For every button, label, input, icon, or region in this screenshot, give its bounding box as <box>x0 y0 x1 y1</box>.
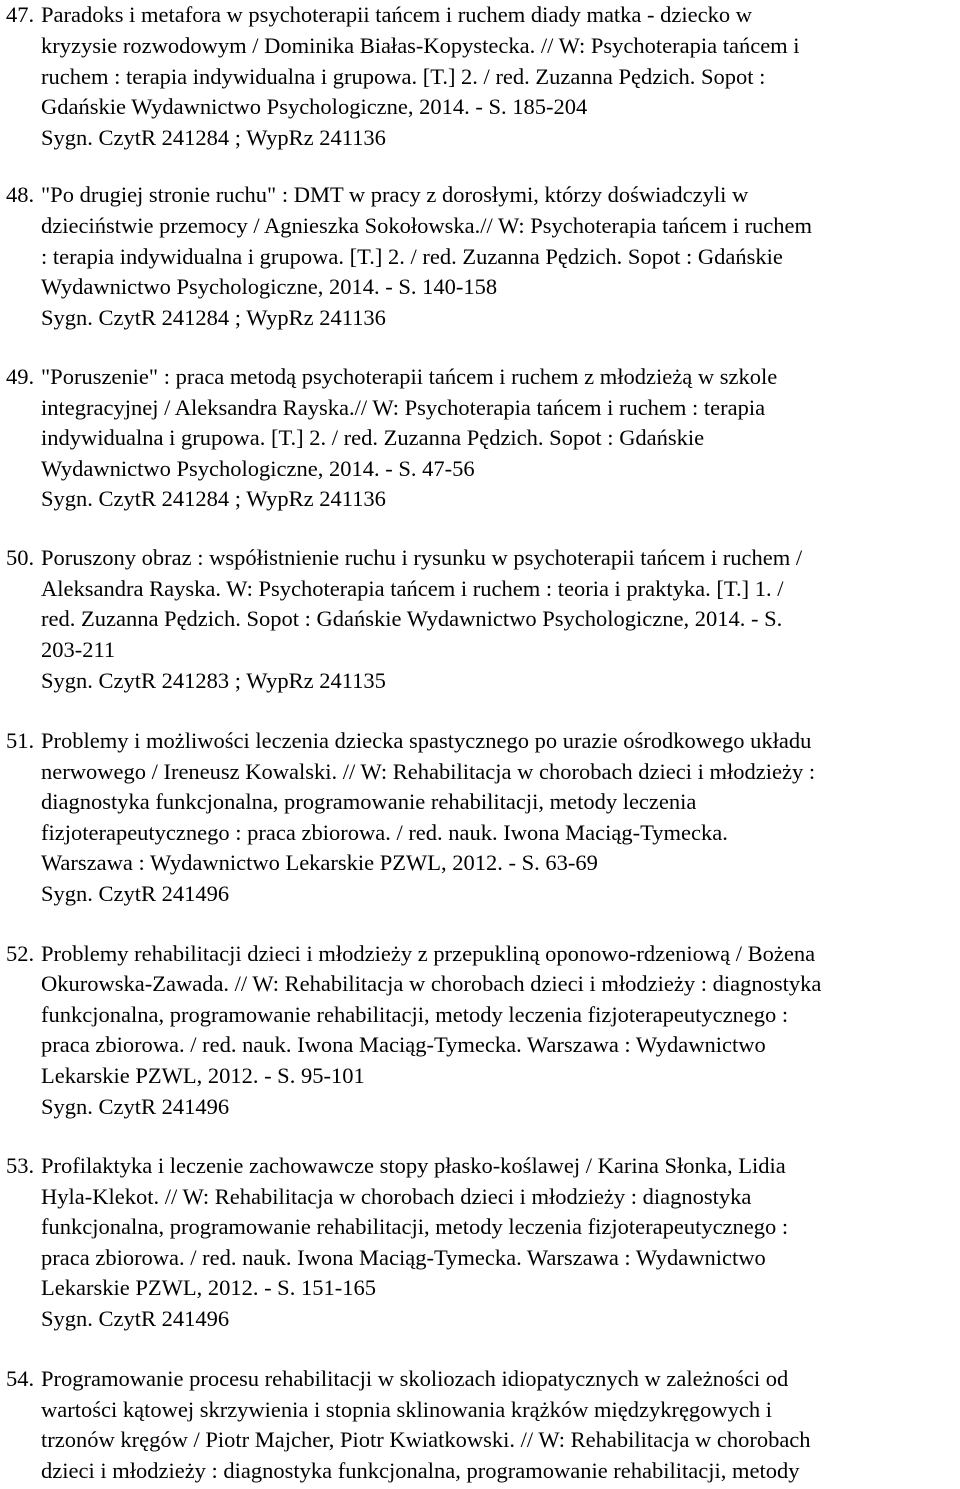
entry-number: 48. <box>6 182 35 207</box>
entry-text-line: Okurowska-Zawada. // W: Rehabilitacja w chorobach dzieci i młodzieży : diagnostyka <box>41 971 822 996</box>
entry-call-number: Sygn. CzytR 241496 <box>41 881 230 906</box>
entry-text-line: 203-211 <box>41 637 116 662</box>
entry-text-line: ruchem : terapia indywidualna i grupowa. [T.] 2. / red. Zuzanna Pędzich. Sopot : <box>41 64 766 89</box>
entry-call-number: Sygn. CzytR 241496 <box>41 1094 230 1119</box>
entry-text-line: trzonów kręgów / Piotr Majcher, Piotr Kwiatkowski. // W: Rehabilitacja w chorobach <box>41 1427 811 1452</box>
entry-text-line: red. Zuzanna Pędzich. Sopot : Gdańskie Wydawnictwo Psychologiczne, 2014. - S. <box>41 606 783 631</box>
entry-text-line: diagnostyka funkcjonalna, programowanie rehabilitacji, metody leczenia <box>41 789 697 814</box>
entry-call-number: Sygn. CzytR 241496 <box>41 1306 230 1331</box>
entry-text-line: fizjoterapeutycznego : praca zbiorowa. / red. nauk. Iwona Maciąg-Tymecka. <box>41 820 728 845</box>
entry-call-number: Sygn. CzytR 241284 ; WypRz 241136 <box>41 486 386 511</box>
entry-text-line: funkcjonalna, programowanie rehabilitacji, metody leczenia fizjoterapeutycznego : <box>41 1214 789 1239</box>
entry-text-line: indywidualna i grupowa. [T.] 2. / red. Zuzanna Pędzich. Sopot : Gdańskie <box>41 425 705 450</box>
entry-number: 50. <box>6 545 35 570</box>
entry-number: 51. <box>6 728 35 753</box>
entry-text-line: Wydawnictwo Psychologiczne, 2014. - S. 47-56 <box>41 456 475 481</box>
entry-text-line: Programowanie procesu rehabilitacji w skoliozach idiopatycznych w zależności od <box>41 1366 789 1391</box>
entry-text-line: dzieci i młodzieży : diagnostyka funkcjonalna, programowanie rehabilitacji, metody <box>41 1458 800 1483</box>
entry-text-line: Poruszony obraz : współistnienie ruchu i rysunku w psychoterapii tańcem i ruchem / <box>41 545 803 570</box>
entry-text-line: nerwowego / Ireneusz Kowalski. // W: Rehabilitacja w chorobach dzieci i młodzieży : <box>41 759 816 784</box>
entry-text-line: praca zbiorowa. / red. nauk. Iwona Maciąg-Tymecka. Warszawa : Wydawnictwo <box>41 1245 766 1270</box>
entry-text-line: Gdańskie Wydawnictwo Psychologiczne, 2014. - S. 185-204 <box>41 94 588 119</box>
entry-text-line: integracyjnej / Aleksandra Rayska.// W: Psychoterapia tańcem i ruchem : terapia <box>41 395 766 420</box>
entry-text-line: Aleksandra Rayska. W: Psychoterapia tańcem i ruchem : teoria i praktyka. [T.] 1. / <box>41 576 784 601</box>
entry-text-line: Problemy rehabilitacji dzieci i młodzieży z przepukliną oponowo-rdzeniową / Bożena <box>41 941 816 966</box>
entry-text-line: funkcjonalna, programowanie rehabilitacji, metody leczenia fizjoterapeutycznego : <box>41 1002 789 1027</box>
entry-text-line: Warszawa : Wydawnictwo Lekarskie PZWL, 2012. - S. 63-69 <box>41 850 598 875</box>
entry-call-number: Sygn. CzytR 241283 ; WypRz 241135 <box>41 668 386 693</box>
entry-call-number: Sygn. CzytR 241284 ; WypRz 241136 <box>41 305 386 330</box>
entry-text-line: Paradoks i metafora w psychoterapii tańcem i ruchem diady matka - dziecko w <box>41 2 752 27</box>
entry-text-line: kryzysie rozwodowym / Dominika Białas-Kopystecka. // W: Psychoterapia tańcem i <box>41 33 800 58</box>
entry-text-line: Wydawnictwo Psychologiczne, 2014. - S. 140-158 <box>41 274 498 299</box>
entry-number: 54. <box>6 1366 35 1391</box>
entry-call-number: Sygn. CzytR 241284 ; WypRz 241136 <box>41 125 386 150</box>
entry-text-line: praca zbiorowa. / red. nauk. Iwona Maciąg-Tymecka. Warszawa : Wydawnictwo <box>41 1032 766 1057</box>
entry-number: 53. <box>6 1153 35 1178</box>
entry-text-line: Lekarskie PZWL, 2012. - S. 151-165 <box>41 1275 376 1300</box>
entry-text-line: Hyla-Klekot. // W: Rehabilitacja w chorobach dzieci i młodzieży : diagnostyka <box>41 1184 752 1209</box>
entry-number: 49. <box>6 364 35 389</box>
entry-text-line: dzieciństwie przemocy / Agnieszka Sokołowska.// W: Psychoterapia tańcem i ruchem <box>41 213 813 238</box>
entry-text-line: Lekarskie PZWL, 2012. - S. 95-101 <box>41 1063 365 1088</box>
entry-text-line: "Poruszenie" : praca metodą psychoterapii tańcem i ruchem z młodzieżą w szkole <box>41 364 778 389</box>
entry-text-line: wartości kątowej skrzywienia i stopnia sklinowania krążków międzykręgowych i <box>41 1397 773 1422</box>
entry-text-line: Profilaktyka i leczenie zachowawcze stopy płasko-koślawej / Karina Słonka, Lidia <box>41 1153 786 1178</box>
entry-number: 52. <box>6 941 35 966</box>
entry-text-line: Problemy i możliwości leczenia dziecka spastycznego po urazie ośrodkowego układu <box>41 728 812 753</box>
entry-text-line: : terapia indywidualna i grupowa. [T.] 2. / red. Zuzanna Pędzich. Sopot : Gdańskie <box>41 244 783 269</box>
entry-text-line: "Po drugiej stronie ruchu" : DMT w pracy z dorosłymi, którzy doświadczyli w <box>41 182 749 207</box>
entry-number: 47. <box>6 2 35 27</box>
